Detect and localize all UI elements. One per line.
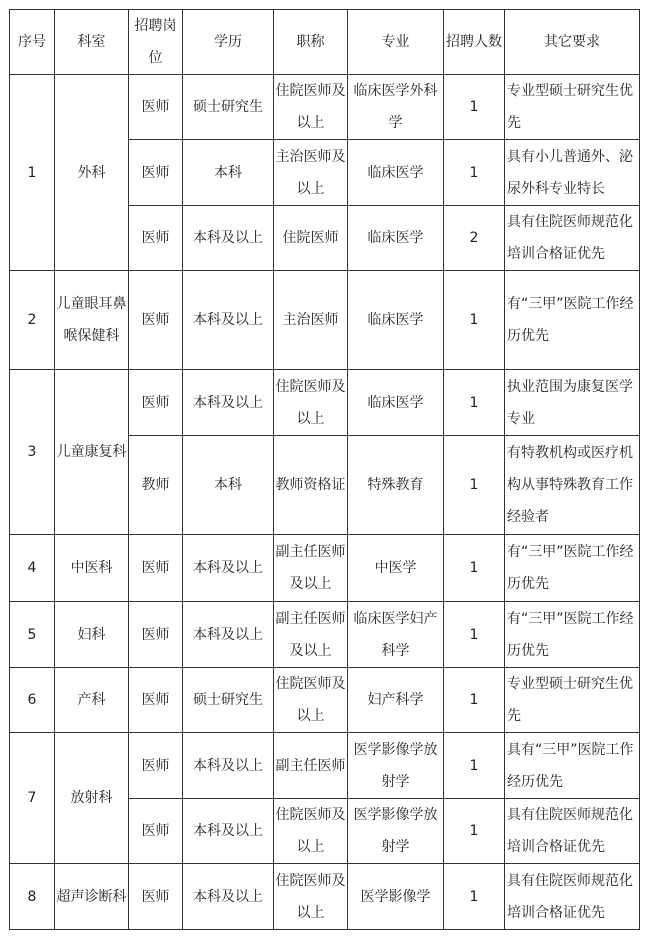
header-no: 序号: [10, 10, 55, 75]
title-cell: 住院医师及以上: [274, 75, 348, 140]
req-cell: 具有住院医师规范化培训合格证优先: [505, 864, 640, 930]
dept-cell: 儿童眼耳鼻喉保健科: [55, 271, 129, 370]
edu-cell: 本科及以上: [183, 271, 274, 370]
req-cell: 专业型硕士研究生优先: [505, 75, 640, 140]
header-major: 专业: [348, 10, 444, 75]
major-cell: 临床医学: [348, 271, 444, 370]
count-cell: 1: [444, 75, 505, 140]
req-cell: 具有“三甲”医院工作经历优先: [505, 733, 640, 799]
header-row: [10, 10, 640, 75]
count-cell: 1: [444, 436, 505, 535]
major-cell: 医学影像学: [348, 864, 444, 930]
row-number: 7: [10, 733, 55, 864]
edu-cell: 本科及以上: [183, 206, 274, 271]
dept-cell: 放射科: [55, 733, 129, 864]
count-cell: 1: [444, 668, 505, 733]
title-cell: 主治医师及以上: [274, 140, 348, 206]
major-cell: 临床医学: [348, 370, 444, 436]
req-cell: 执业范围为康复医学专业: [505, 370, 640, 436]
post-cell: 医师: [129, 733, 183, 799]
count-cell: 1: [444, 271, 505, 370]
major-cell: 临床医学: [348, 140, 444, 206]
title-cell: 副主任医师及以上: [274, 602, 348, 668]
title-cell: 副主任医师及以上: [274, 535, 348, 602]
header-count: 招聘人数: [444, 10, 505, 75]
table-row: [10, 668, 640, 733]
edu-cell: 本科及以上: [183, 602, 274, 668]
table-body: [10, 75, 640, 930]
count-cell: 1: [444, 733, 505, 799]
title-cell: 住院医师及以上: [274, 668, 348, 733]
dept-cell: 外科: [55, 75, 129, 271]
dept-cell: 产科: [55, 668, 129, 733]
title-cell: 住院医师及以上: [274, 799, 348, 864]
edu-cell: 本科及以上: [183, 370, 274, 436]
title-cell: 教师资格证: [274, 436, 348, 535]
post-cell: 医师: [129, 140, 183, 206]
dept-cell: 妇科: [55, 602, 129, 668]
dept-cell: 超声诊断科: [55, 864, 129, 930]
post-cell: 医师: [129, 864, 183, 930]
title-cell: 副主任医师: [274, 733, 348, 799]
major-cell: 医学影像学放射学: [348, 799, 444, 864]
edu-cell: 硕士研究生: [183, 668, 274, 733]
header-title: 职称: [274, 10, 348, 75]
post-cell: 医师: [129, 799, 183, 864]
post-cell: 医师: [129, 271, 183, 370]
header-dept: 科室: [55, 10, 129, 75]
edu-cell: 本科及以上: [183, 733, 274, 799]
row-number: 3: [10, 370, 55, 535]
table-row: [10, 733, 640, 799]
count-cell: 1: [444, 602, 505, 668]
req-cell: 具有住院医师规范化培训合格证优先: [505, 206, 640, 271]
req-cell: 具有小儿普通外、泌尿外科专业特长: [505, 140, 640, 206]
major-cell: 医学影像学放射学: [348, 733, 444, 799]
count-cell: 1: [444, 140, 505, 206]
post-cell: 医师: [129, 535, 183, 602]
post-cell: 医师: [129, 75, 183, 140]
edu-cell: 本科: [183, 140, 274, 206]
edu-cell: 本科及以上: [183, 864, 274, 930]
title-cell: 住院医师及以上: [274, 864, 348, 930]
edu-cell: 硕士研究生: [183, 75, 274, 140]
req-cell: 有“三甲”医院工作经历优先: [505, 602, 640, 668]
title-cell: 主治医师: [274, 271, 348, 370]
row-number: 1: [10, 75, 55, 271]
req-cell: 有特教机构或医疗机构从事特殊教育工作经验者: [505, 436, 640, 535]
table-row: [10, 75, 640, 140]
row-number: 4: [10, 535, 55, 602]
major-cell: 中医学: [348, 535, 444, 602]
title-cell: 住院医师及以上: [274, 370, 348, 436]
post-cell: 教师: [129, 436, 183, 535]
req-cell: 专业型硕士研究生优先: [505, 668, 640, 733]
count-cell: 2: [444, 206, 505, 271]
post-cell: 医师: [129, 206, 183, 271]
count-cell: 1: [444, 535, 505, 602]
recruitment-table: [9, 9, 640, 930]
req-cell: 具有住院医师规范化培训合格证优先: [505, 799, 640, 864]
row-number: 8: [10, 864, 55, 930]
major-cell: 特殊教育: [348, 436, 444, 535]
table-row: [10, 370, 640, 436]
count-cell: 1: [444, 864, 505, 930]
major-cell: 临床医学: [348, 206, 444, 271]
post-cell: 医师: [129, 370, 183, 436]
title-cell: 住院医师: [274, 206, 348, 271]
row-number: 5: [10, 602, 55, 668]
dept-cell: 中医科: [55, 535, 129, 602]
header-edu: 学历: [183, 10, 274, 75]
count-cell: 1: [444, 370, 505, 436]
dept-cell: 儿童康复科: [55, 370, 129, 535]
row-number: 6: [10, 668, 55, 733]
major-cell: 临床医学外科学: [348, 75, 444, 140]
post-cell: 医师: [129, 602, 183, 668]
major-cell: 妇产科学: [348, 668, 444, 733]
edu-cell: 本科及以上: [183, 799, 274, 864]
row-number: 2: [10, 271, 55, 370]
table-row: [10, 271, 640, 370]
edu-cell: 本科: [183, 436, 274, 535]
header-req: 其它要求: [505, 10, 640, 75]
header-post: 招聘岗位: [129, 10, 183, 75]
req-cell: 有“三甲”医院工作经历优先: [505, 271, 640, 370]
edu-cell: 本科及以上: [183, 535, 274, 602]
req-cell: 有“三甲”医院工作经历优先: [505, 535, 640, 602]
table-row: [10, 864, 640, 930]
post-cell: 医师: [129, 668, 183, 733]
major-cell: 临床医学妇产科学: [348, 602, 444, 668]
count-cell: 1: [444, 799, 505, 864]
table-row: [10, 535, 640, 602]
table-row: [10, 602, 640, 668]
